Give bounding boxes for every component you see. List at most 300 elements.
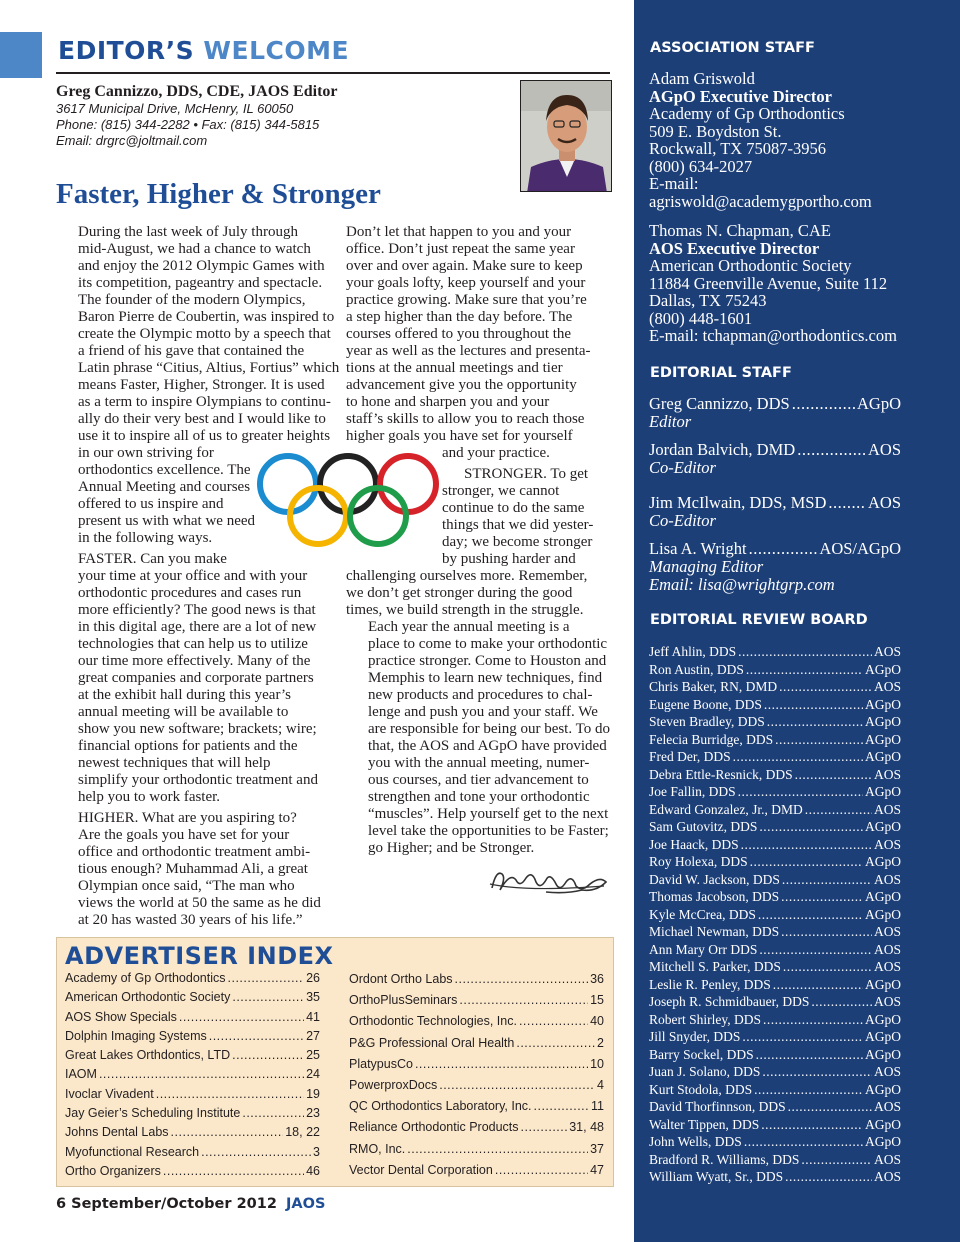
entry-name: Fred Der, DDS <box>649 749 731 764</box>
list-row <box>649 1098 901 1116</box>
entry-value: AOS <box>873 871 901 887</box>
editorial-entry <box>649 494 901 530</box>
entry-name: Great Lakes Orthdontics, LTD <box>65 1048 231 1063</box>
dot-leader <box>775 731 863 749</box>
list-row <box>65 1162 320 1181</box>
dot-leader <box>232 988 304 1007</box>
advertiser-entry <box>65 969 320 988</box>
text-line: advancement give you the opportunity <box>346 377 577 393</box>
text-line: offered to us inspire and <box>78 496 224 512</box>
entry-value: AGpO <box>865 889 901 904</box>
list-row <box>349 1033 604 1054</box>
staff-line: American Orthodontic Society <box>649 256 852 275</box>
dot-leader <box>495 1160 588 1181</box>
text-line: tions at the annual meetings and tier <box>346 360 563 376</box>
text-line: Baron Pierre de Coubertin, was inspired to <box>78 309 335 325</box>
dot-leader <box>738 783 863 801</box>
page-number: 6 <box>56 1196 67 1212</box>
text-line: continue to do the same <box>442 500 585 516</box>
text-line: a friend of his gave that contained the <box>78 343 305 359</box>
list-row <box>65 1143 320 1162</box>
ring-yellow <box>290 488 346 544</box>
review-board-member <box>649 1098 901 1116</box>
entry-name: David Thorfinnson, DDS <box>649 1099 786 1114</box>
ring-black <box>320 456 376 512</box>
list-row <box>349 1075 604 1096</box>
entry-value: 24 <box>306 1067 320 1082</box>
entry-name: Kurt Stodola, DDS <box>649 1081 753 1097</box>
text-line: show you new software; brackets; wire; <box>78 721 317 737</box>
dot-leader <box>163 1162 304 1181</box>
staff-line: Rockwall, TX 75087-3956 <box>649 139 827 158</box>
entry-name: Kyle McCrea, DDS <box>649 906 756 922</box>
review-board-member <box>649 923 901 941</box>
review-board-member <box>649 836 901 854</box>
dot-leader <box>763 1011 863 1029</box>
list-row <box>649 888 901 906</box>
editorial-row <box>649 494 901 512</box>
dot-leader <box>415 1054 588 1075</box>
dot-leader <box>99 1065 304 1084</box>
entry-value: AGpO <box>865 1081 901 1097</box>
list-row <box>349 1117 604 1138</box>
editor-info <box>56 82 506 149</box>
entry-value: AOS <box>873 1151 901 1167</box>
entry-value: AOS <box>873 644 901 659</box>
text-line: strengthen and tone your orthodontic <box>368 789 590 805</box>
editor-name: Greg Cannizzo, DDS, CDE, JAOS Editor <box>56 83 338 100</box>
text-line: level take the opportunities to be Faster; <box>368 823 609 839</box>
staff-line: E-mail: <box>649 174 699 193</box>
entry-name: American Orthodontic Society <box>65 990 231 1005</box>
text-line: office and orthodontic treatment ambi- <box>78 844 311 860</box>
dot-leader <box>759 941 872 959</box>
list-row <box>649 1151 901 1169</box>
dot-leader <box>758 906 863 924</box>
text-line: at 20 has wasted 30 years of his life.” <box>78 912 303 928</box>
text-line: your time at your office and with your <box>78 568 308 584</box>
entry-value: 3 <box>313 1144 320 1159</box>
list-row <box>649 1028 901 1046</box>
article-title: Faster, Higher & Stronger <box>56 178 381 210</box>
list-row <box>649 1116 901 1134</box>
list-row <box>349 969 604 990</box>
entry-name: Ann Mary Orr DDS <box>649 941 758 957</box>
text-line: great companies and corporate partners <box>78 670 314 686</box>
editorial-row <box>649 540 901 558</box>
staff-line: Dallas, TX 75243 <box>649 291 767 310</box>
review-board-member <box>649 941 901 959</box>
entry-value: 11 <box>591 1099 604 1114</box>
review-board-member <box>649 853 901 871</box>
editorial-staff-heading: EDITORIAL STAFF <box>650 365 792 381</box>
editor-role: Managing Editor <box>649 557 764 576</box>
entry-value: 10 <box>590 1056 604 1071</box>
list-row <box>649 853 901 871</box>
text-line: place to come to make your orthodontic <box>368 636 608 652</box>
list-row <box>649 783 901 801</box>
review-board-heading: EDITORIAL REVIEW BOARD <box>650 612 868 628</box>
list-row <box>649 801 901 819</box>
review-board-member <box>649 1028 901 1046</box>
list-row <box>65 1046 320 1065</box>
text-line: create the Olympic motto by a speech that <box>78 326 331 342</box>
dot-leader <box>785 1168 872 1186</box>
review-board-list <box>649 643 901 1186</box>
list-row <box>349 1054 604 1075</box>
entry-value: 46 <box>306 1163 320 1178</box>
entry-value: 26 <box>306 971 320 985</box>
entry-name: Bradford R. Williams, DDS <box>649 1151 800 1167</box>
entry-value: AOS <box>873 801 901 817</box>
text-line: our time more effectively. Many of the <box>78 653 311 669</box>
entry-name: Walter Tippen, DDS <box>649 1116 760 1132</box>
text-line: to hone and sharpen you and your <box>346 394 550 410</box>
entry-name: Roy Holexa, DDS <box>649 854 748 869</box>
entry-name: PlatypusCo <box>349 1056 413 1071</box>
review-board-member <box>649 1116 901 1134</box>
entry-value: 31, 48 <box>569 1120 604 1135</box>
review-board-member <box>649 1133 901 1151</box>
text-line: Each year the annual meeting is a <box>368 619 570 635</box>
list-row <box>649 643 901 661</box>
advertiser-list-right <box>349 969 604 1181</box>
dot-leader <box>762 1063 872 1081</box>
list-row <box>649 748 901 766</box>
section-color-bar <box>0 32 42 78</box>
list-row <box>649 1063 901 1081</box>
text-line: During the last week of July through <box>78 224 298 240</box>
entry-name: Leslie R. Penley, DDS <box>649 976 771 992</box>
text-line: and enjoy the 2012 Olympic Games with <box>78 258 325 274</box>
entry-name: Joseph R. Schmidbauer, DDS <box>649 994 810 1009</box>
text-line: and your practice. <box>442 445 550 461</box>
entry-value: AOS <box>873 941 901 957</box>
entry-value: AGpO <box>865 1134 901 1149</box>
entry-value: AGpO <box>865 819 901 834</box>
text-line: present us with what we need <box>78 513 256 529</box>
text-line: annual meeting will be available to <box>78 704 289 720</box>
review-board-member <box>649 976 901 994</box>
paragraph-faster <box>56 551 328 806</box>
section-title-part-2: WELCOME <box>203 36 350 65</box>
editor-org: AOS/AGpO <box>819 539 901 558</box>
review-board-member <box>649 731 901 749</box>
staff-sidebar <box>634 0 960 1242</box>
advertiser-entry <box>349 1117 604 1138</box>
journal-brand: JAOS <box>286 1196 326 1212</box>
dot-leader <box>209 1027 304 1046</box>
entry-name: Debra Ettle-Resnick, DDS <box>649 766 793 782</box>
page-footer <box>56 1196 325 1212</box>
editorial-entry <box>649 540 901 594</box>
text-line: ally do their very best and I would like to <box>78 411 326 427</box>
editor-email: Email: drgrc@joltmail.com <box>56 133 208 148</box>
text-line: lenge and push you and your staff. We <box>368 704 598 720</box>
editor-role: Co-Editor <box>649 458 716 477</box>
dot-leader <box>407 1139 588 1160</box>
entry-value: 25 <box>306 1048 320 1063</box>
editor-address: 3617 Municipal Drive, McHenry, IL 60050 <box>56 101 294 116</box>
entry-value: AOS <box>873 836 901 852</box>
text-line: stronger, we cannot <box>442 483 560 499</box>
editor-name: Jordan Balvich, DMD <box>649 440 796 459</box>
entry-name: Vector Dental Corporation <box>349 1162 493 1177</box>
text-line: The founder of the modern Olympics, <box>78 292 306 308</box>
editor-role: Editor <box>649 412 692 431</box>
entry-value: AOS <box>873 766 901 782</box>
entry-name: Johns Dental Labs <box>65 1125 169 1140</box>
entry-value: AOS <box>873 994 901 1009</box>
editorial-row <box>649 395 901 413</box>
review-board-member <box>649 1168 901 1186</box>
entry-value: AOS <box>873 959 901 974</box>
list-row <box>649 661 901 679</box>
review-board-member <box>649 958 901 976</box>
entry-name: Robert Shirley, DDS <box>649 1011 761 1027</box>
text-line: courses offered to you throughout the <box>346 326 572 342</box>
dot-leader <box>516 1033 595 1054</box>
entry-value: 36 <box>590 972 604 986</box>
review-board-member <box>649 783 901 801</box>
list-row <box>649 836 901 854</box>
ring-red <box>380 456 436 512</box>
text-line: newest techniques that will help <box>78 755 271 771</box>
staff-name: Thomas N. Chapman, CAE <box>649 221 831 240</box>
editor-org: AOS <box>867 440 901 459</box>
entry-value: 27 <box>306 1028 320 1043</box>
entry-name: Mitchell S. Parker, DDS <box>649 959 781 974</box>
advertiser-index-title: ADVERTISER INDEX <box>65 942 334 970</box>
editorial-row <box>649 441 901 459</box>
review-board-member <box>649 1151 901 1169</box>
text-line: day; we become stronger <box>442 534 593 550</box>
text-line: practice growing. Make sure that you’re <box>346 292 587 308</box>
entry-value: AGpO <box>865 906 901 922</box>
text-line: tious enough? Muhammad Ali, a great <box>78 861 308 877</box>
list-row <box>65 1065 320 1084</box>
list-row <box>649 1168 901 1186</box>
review-board-member <box>649 748 901 766</box>
text-line: means Faster, Higher, Stronger. It is used <box>78 377 325 393</box>
advertiser-entry <box>65 1008 320 1027</box>
list-row <box>349 1160 604 1181</box>
dot-leader <box>781 923 872 941</box>
entry-value: AGpO <box>865 714 901 729</box>
entry-name: PowerproxDocs <box>349 1077 438 1092</box>
staff-email[interactable]: agriswold@academygportho.com <box>649 191 872 211</box>
dot-leader <box>761 1116 863 1134</box>
entry-name: Thomas Jacobson, DDS <box>649 889 780 904</box>
entry-value: 41 <box>306 1009 320 1024</box>
text-line: a step higher than the day before. The <box>346 309 573 325</box>
dot-leader <box>201 1143 311 1162</box>
review-board-member <box>649 906 901 924</box>
dot-leader <box>759 818 863 836</box>
text-line: that, the AOS and AGpO have provided <box>368 738 607 754</box>
entry-name: Ordont Ortho Labs <box>349 972 453 986</box>
entry-value: AOS <box>873 924 901 939</box>
header-divider <box>56 72 610 74</box>
text-line: mid-August, we had a chance to watch <box>78 241 311 257</box>
entry-name: P&G Professional Oral Health <box>349 1035 515 1050</box>
dot-leader <box>534 1096 590 1117</box>
list-row <box>649 923 901 941</box>
advertiser-entry <box>65 1143 320 1162</box>
entry-name: Jay Geier’s Scheduling Institute <box>65 1106 241 1121</box>
entry-value: 40 <box>590 1014 604 1029</box>
dot-leader <box>767 713 863 731</box>
entry-name: Chris Baker, RN, DMD <box>649 679 778 694</box>
list-row <box>65 1085 320 1104</box>
advertiser-entry <box>349 1139 604 1160</box>
list-row <box>649 1011 901 1029</box>
text-line: challenging ourselves more. Remember, <box>346 568 588 584</box>
advertiser-entry <box>349 1011 604 1032</box>
advertiser-entry <box>65 1027 320 1046</box>
dot-leader <box>455 969 589 990</box>
dot-leader <box>811 993 872 1011</box>
entry-value: 47 <box>590 1162 604 1177</box>
text-line: go Higher; and be Stronger. <box>368 840 535 856</box>
text-line: “muscles”. Help yourself get to the next <box>368 806 609 822</box>
association-staff-heading: ASSOCIATION STAFF <box>650 40 815 56</box>
dot-leader <box>171 1123 284 1142</box>
article-column-1 <box>56 224 340 929</box>
entry-name: Myofunctional Research <box>65 1144 200 1159</box>
text-line: Are the goals you have set for your <box>78 827 290 843</box>
editor-role: Co-Editor <box>649 511 716 530</box>
dot-leader <box>439 1075 595 1096</box>
entry-name: Joe Haack, DDS <box>649 836 739 852</box>
staff-line: (800) 634-2027 <box>649 156 753 176</box>
text-line: are responsible for being our best. To do <box>368 721 610 737</box>
dot-leader <box>781 888 863 906</box>
advertiser-entry <box>349 1096 604 1117</box>
text-line: Olympian once said, “The man who <box>78 878 295 894</box>
entry-value: AGpO <box>865 784 901 799</box>
staff-email[interactable]: E-mail: tchapman@orthodontics.com <box>649 326 897 345</box>
entry-value: AGpO <box>865 1116 901 1132</box>
text-line: its competition, pageantry and spectacle. <box>78 275 323 291</box>
text-line: in the following ways. <box>78 530 213 546</box>
dot-leader <box>801 1151 872 1169</box>
entry-value: AGpO <box>865 1046 901 1062</box>
entry-value: AOS <box>873 679 901 694</box>
advertiser-entry <box>349 969 604 990</box>
editor-name: Greg Cannizzo, DDS <box>649 394 790 413</box>
entry-name: Felecia Burridge, DDS <box>649 731 774 747</box>
text-line: over and over again. Make sure to keep <box>346 258 583 274</box>
text-line: in this digital age, there are a lot of new <box>78 619 317 635</box>
staff-entry-aos <box>649 222 955 345</box>
text-line: as a term to inspire Olympians to continu- <box>78 394 331 410</box>
editor-phone: Phone: (815) 344-2282 • Fax: (815) 344-5815 <box>56 117 320 132</box>
entry-name: Joe Fallin, DDS <box>649 784 736 799</box>
text-line: financial options for patients and the <box>78 738 298 754</box>
entry-name: Ivoclar Vivadent <box>65 1086 154 1101</box>
list-row <box>649 958 901 976</box>
paragraph-annual-meeting <box>346 619 614 857</box>
ring-green <box>350 488 406 544</box>
advertiser-entry <box>349 1075 604 1096</box>
dot-leader <box>521 1117 568 1138</box>
list-row <box>649 1046 901 1064</box>
dot-leader <box>779 678 872 696</box>
entry-name: Jeff Ahlin, DDS <box>649 644 737 659</box>
list-row <box>649 678 901 696</box>
text-line: views the world at 50 the same as he did <box>78 895 321 911</box>
advertiser-entry <box>349 1033 604 1054</box>
entry-name: Ron Austin, DDS <box>649 661 744 677</box>
review-board-member <box>649 661 901 679</box>
review-board-member <box>649 871 901 889</box>
text-line: things that we did yester- <box>442 517 594 533</box>
entry-value: AGpO <box>865 976 901 992</box>
review-board-member <box>649 678 901 696</box>
entry-name: Steven Bradley, DDS <box>649 714 765 729</box>
list-row <box>65 1104 320 1123</box>
editor-email[interactable]: Email: lisa@wrightgrp.com <box>649 575 835 594</box>
advertiser-entry <box>349 1054 604 1075</box>
entry-value: AGpO <box>865 731 901 747</box>
staff-title: AOS Executive Director <box>649 238 820 258</box>
list-row <box>65 969 320 988</box>
entry-value: 15 <box>590 993 604 1008</box>
review-board-member <box>649 1011 901 1029</box>
olympic-rings-image <box>252 450 444 550</box>
entry-value: 4 <box>597 1077 604 1092</box>
text-line: HIGHER. What are you aspiring to? <box>78 810 297 826</box>
entry-name: Barry Sockel, DDS <box>649 1046 754 1062</box>
text-line: office. Don’t just repeat the same year <box>346 241 575 257</box>
advertiser-index <box>56 937 614 1187</box>
entry-value: 18, 22 <box>285 1125 320 1140</box>
text-line: we don’t get stronger during the good <box>346 585 573 601</box>
advertiser-entry <box>65 1046 320 1065</box>
text-line: technologies that can help us to utilize <box>78 636 308 652</box>
staff-line: Academy of Gp Orthodontics <box>649 104 845 123</box>
editor-photo <box>520 80 612 192</box>
dot-leader <box>773 976 863 994</box>
entry-name: Eugene Boone, DDS <box>649 696 762 712</box>
staff-line: (800) 448-1601 <box>649 308 753 328</box>
review-board-member <box>649 766 901 784</box>
entry-name: AOS Show Specials <box>65 1009 177 1024</box>
text-line: higher goals you have set for yourself <box>346 428 573 444</box>
list-row <box>649 1133 901 1151</box>
list-row <box>65 1027 320 1046</box>
text-line: Annual Meeting and courses <box>78 479 251 495</box>
entry-name: Dolphin Imaging Systems <box>65 1028 207 1043</box>
advertiser-entry <box>65 988 320 1007</box>
dot-leader <box>459 990 588 1011</box>
entry-value: 2 <box>597 1035 604 1050</box>
entry-name: Orthodontic Technologies, Inc. <box>349 1014 517 1029</box>
advertiser-entry <box>65 1065 320 1084</box>
dot-leader <box>805 801 872 819</box>
dot-leader <box>783 958 872 976</box>
list-row <box>649 871 901 889</box>
advertiser-entry <box>349 1160 604 1181</box>
list-row <box>349 990 604 1011</box>
entry-value: 35 <box>306 990 320 1005</box>
list-row <box>649 976 901 994</box>
list-row <box>649 696 901 714</box>
list-row <box>65 1123 320 1142</box>
text-line: staff’s skills to allow you to reach those <box>346 411 585 427</box>
advertiser-entry <box>65 1085 320 1104</box>
